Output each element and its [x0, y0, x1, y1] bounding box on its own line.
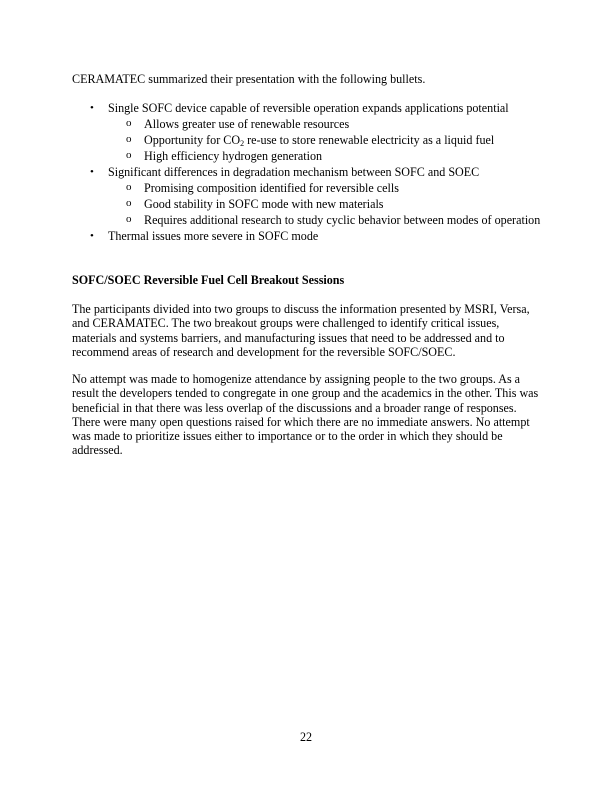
subscript: 2 — [240, 139, 245, 148]
sub-bullet-item — [72, 212, 540, 228]
sub-bullet-item — [72, 180, 540, 196]
bullet-icon: • — [90, 166, 94, 178]
paragraph-breakout-groups — [72, 302, 542, 359]
sub-bullet-icon: o — [126, 181, 132, 193]
bullet-icon: • — [90, 102, 94, 114]
intro-sentence: CERAMATEC summarized their presentation with the following bullets. — [72, 72, 426, 86]
sub-bullet-text: Allows greater use of renewable resources — [144, 117, 350, 131]
text-line: beneficial in that there was less overlap of the discussions and a broader range of responses. — [72, 400, 517, 415]
sub-bullet-text: Requires additional research to study cyclic behavior between modes of operation — [144, 213, 541, 227]
bullet-text: Single SOFC device capable of reversible operation expands applications potential — [108, 101, 509, 115]
sub-bullet-text: Opportunity for $CO_2$ re-use to store renewable electricity as a liquid fuel — [144, 133, 495, 148]
section-heading: SOFC/SOEC Reversible Fuel Cell Breakout Sessions — [72, 273, 345, 287]
sub-bullet-icon: o — [126, 197, 132, 209]
text-line: and CERAMATEC. The two breakout groups were challenged to identify critical issues, — [72, 316, 500, 331]
bullet-item — [72, 164, 540, 180]
paragraph-attendance — [72, 372, 542, 458]
text-line: result the developers tended to congregate in one group and the academics in the other. This was — [72, 386, 539, 401]
text-line: recommend areas of research and development for the reversible SOFC/SOEC. — [72, 344, 456, 359]
sub-bullet-text: Promising composition identified for reversible cells — [144, 181, 399, 195]
bullet-icon: • — [90, 230, 94, 242]
sub-bullet-text: Good stability in SOFC mode with new materials — [144, 197, 384, 211]
text-line: addressed. — [72, 443, 123, 458]
text-line: No attempt was made to homogenize attendance by assigning people to the two groups. As a — [72, 372, 521, 386]
sub-bullet-item — [72, 148, 540, 164]
text-line: materials and systems barriers, and manufacturing issues that need to be addressed and to — [72, 330, 505, 345]
page-number: 22 — [299, 730, 313, 744]
sub-bullet-item — [72, 196, 540, 212]
bullet-item — [72, 100, 540, 116]
bullet-list — [72, 100, 540, 244]
text-line: was made to prioritize issues either to importance or to the order in which they should be — [72, 429, 503, 444]
sub-bullet-icon: o — [126, 213, 132, 225]
sub-bullet-item — [72, 132, 540, 148]
bullet-text: Thermal issues more severe in SOFC mode — [108, 229, 319, 243]
text-line: There were many open questions raised for which there are no immediate answers. No attempt — [72, 414, 530, 429]
sub-bullet-icon: o — [126, 149, 132, 161]
bullet-text: Significant differences in degradation mechanism between SOFC and SOEC — [108, 165, 480, 179]
text-line: The participants divided into two groups to discuss the information presented by MSRI, Versa, — [72, 302, 530, 316]
sub-bullet-icon: o — [126, 117, 132, 129]
bullet-item — [72, 228, 540, 244]
sub-bullet-icon: o — [126, 133, 132, 145]
sub-bullet-item — [72, 116, 540, 132]
sub-bullet-text: High efficiency hydrogen generation — [144, 149, 323, 163]
